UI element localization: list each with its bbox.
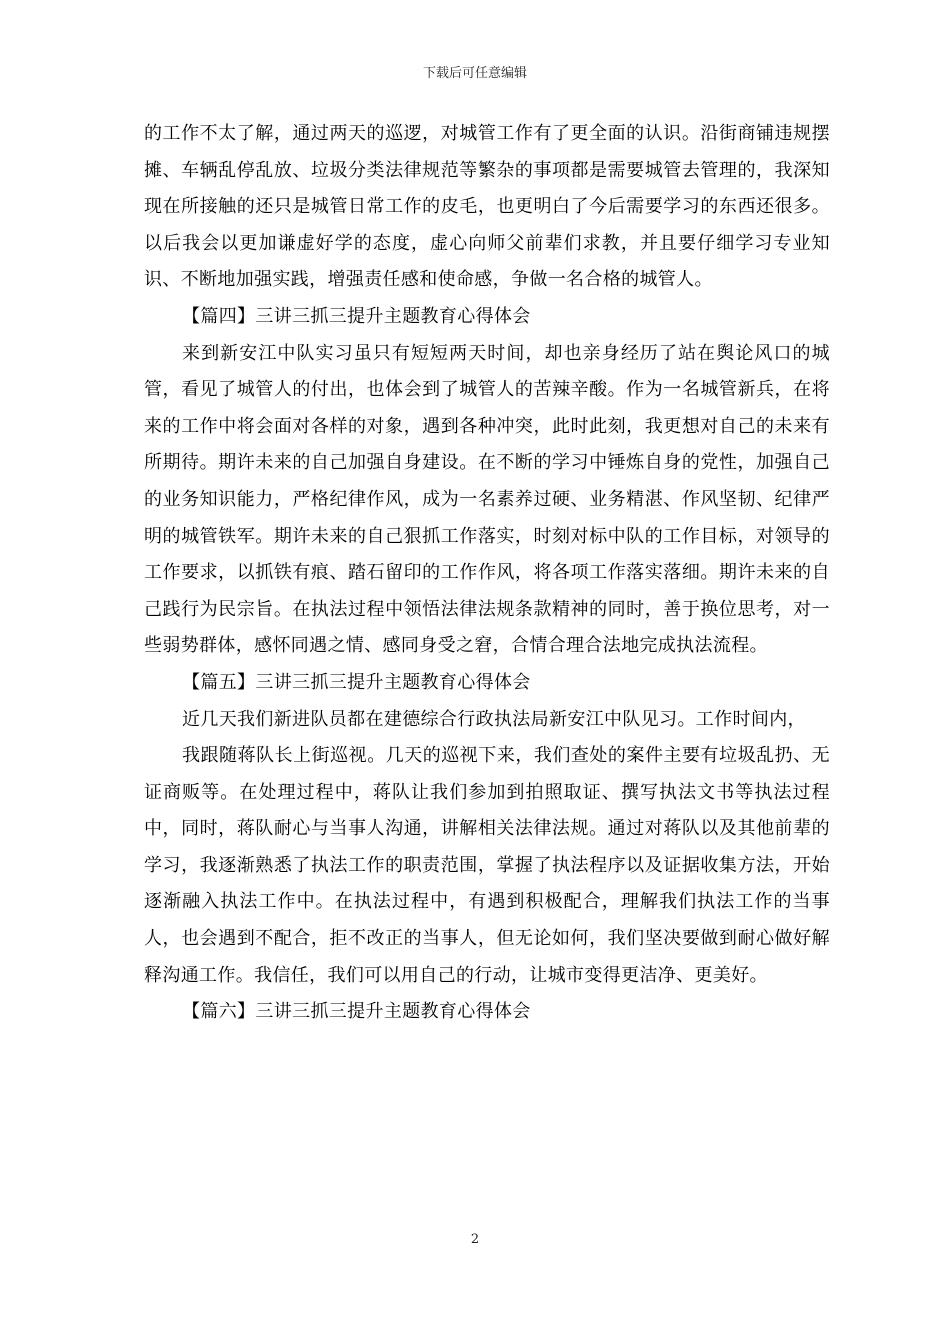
section-heading-part-5: 【篇五】三讲三抓三提升主题教育心得体会 (182, 671, 531, 693)
paragraph: 我跟随蒋队长上街巡视。几天的巡视下来，我们查处的案件主要有垃圾乱扔、无证商贩等。在处理过程中，蒋队让我们参加到拍照取证、撰写执法文书等执法过程中，同时，蒋队耐心与当事人沟通，讲解相关法律法规。通过对蒋队以及其他前辈的学习，我逐渐熟悉了执法工作的职责范围，掌握了执法程序以及证据收集方法，开始逐渐融入执法工作中。在执法过程中，有遇到积极配合，理解我们执法工作的当事人，也会遇到不配合，拒不改正的当事人，但无论如何，我们坚决要做到耐心做好解释沟通工作。我信任，我们可以用自己的行动，让城市变得更洁净、更美好。 (144, 745, 830, 986)
paragraph-continuation: 的工作不太了解，通过两天的巡逻，对城管工作有了更全面的认识。沿街商铺违规摆摊、车辆乱停乱放、垃圾分类法律规范等繁杂的事项都是需要城管去管理的，我深知现在所接触的还只是城管日常工作的皮毛，也更明白了今后需要学习的东西还很多。以后我会以更加谦虚好学的态度，虚心向师父前辈们求教，并且要仔细学习专业知识、不断地加强实践，增强责任感和使命感，争做一名合格的城管人。 (144, 123, 830, 291)
paragraph: 来到新安江中队实习虽只有短短两天时间，却也亲身经历了站在舆论风口的城管，看见了城管人的付出，也体会到了城管人的苦辣辛酸。作为一名城管新兵，在将来的工作中将会面对各样的对象，遇到各种冲突，此时此刻，我更想对自己的未来有所期待。期许未来的自己加强自身建设。在不断的学习中锤炼自身的党性，加强自己的业务知识能力，严格纪律作风，成为一名素养过硬、业务精湛、作风坚韧、纪律严明的城管铁军。期许未来的自己狠抓工作落实，时刻对标中队的工作目标，对领导的工作要求，以抓铁有痕、踏石留印的工作作风，将各项工作落实落细。期许未来的自己践行为民宗旨。在执法过程中领悟法律法规条款精神的同时，善于换位思考，对一些弱势群体，感怀同遇之情、感同身受之窘，合情合理合法地完成执法流程。 (144, 342, 830, 657)
document-body (144, 116, 830, 1031)
section-heading-part-4: 【篇四】三讲三抓三提升主题教育心得体会 (182, 305, 531, 327)
paragraph: 近几天我们新进队员都在建德综合行政执法局新安江中队见习。工作时间内， (182, 708, 806, 730)
page-header: 下载后可任意编辑 (422, 66, 527, 81)
page-number: 2 (470, 1232, 480, 1247)
section-heading-part-6: 【篇六】三讲三抓三提升主题教育心得体会 (182, 1001, 531, 1023)
